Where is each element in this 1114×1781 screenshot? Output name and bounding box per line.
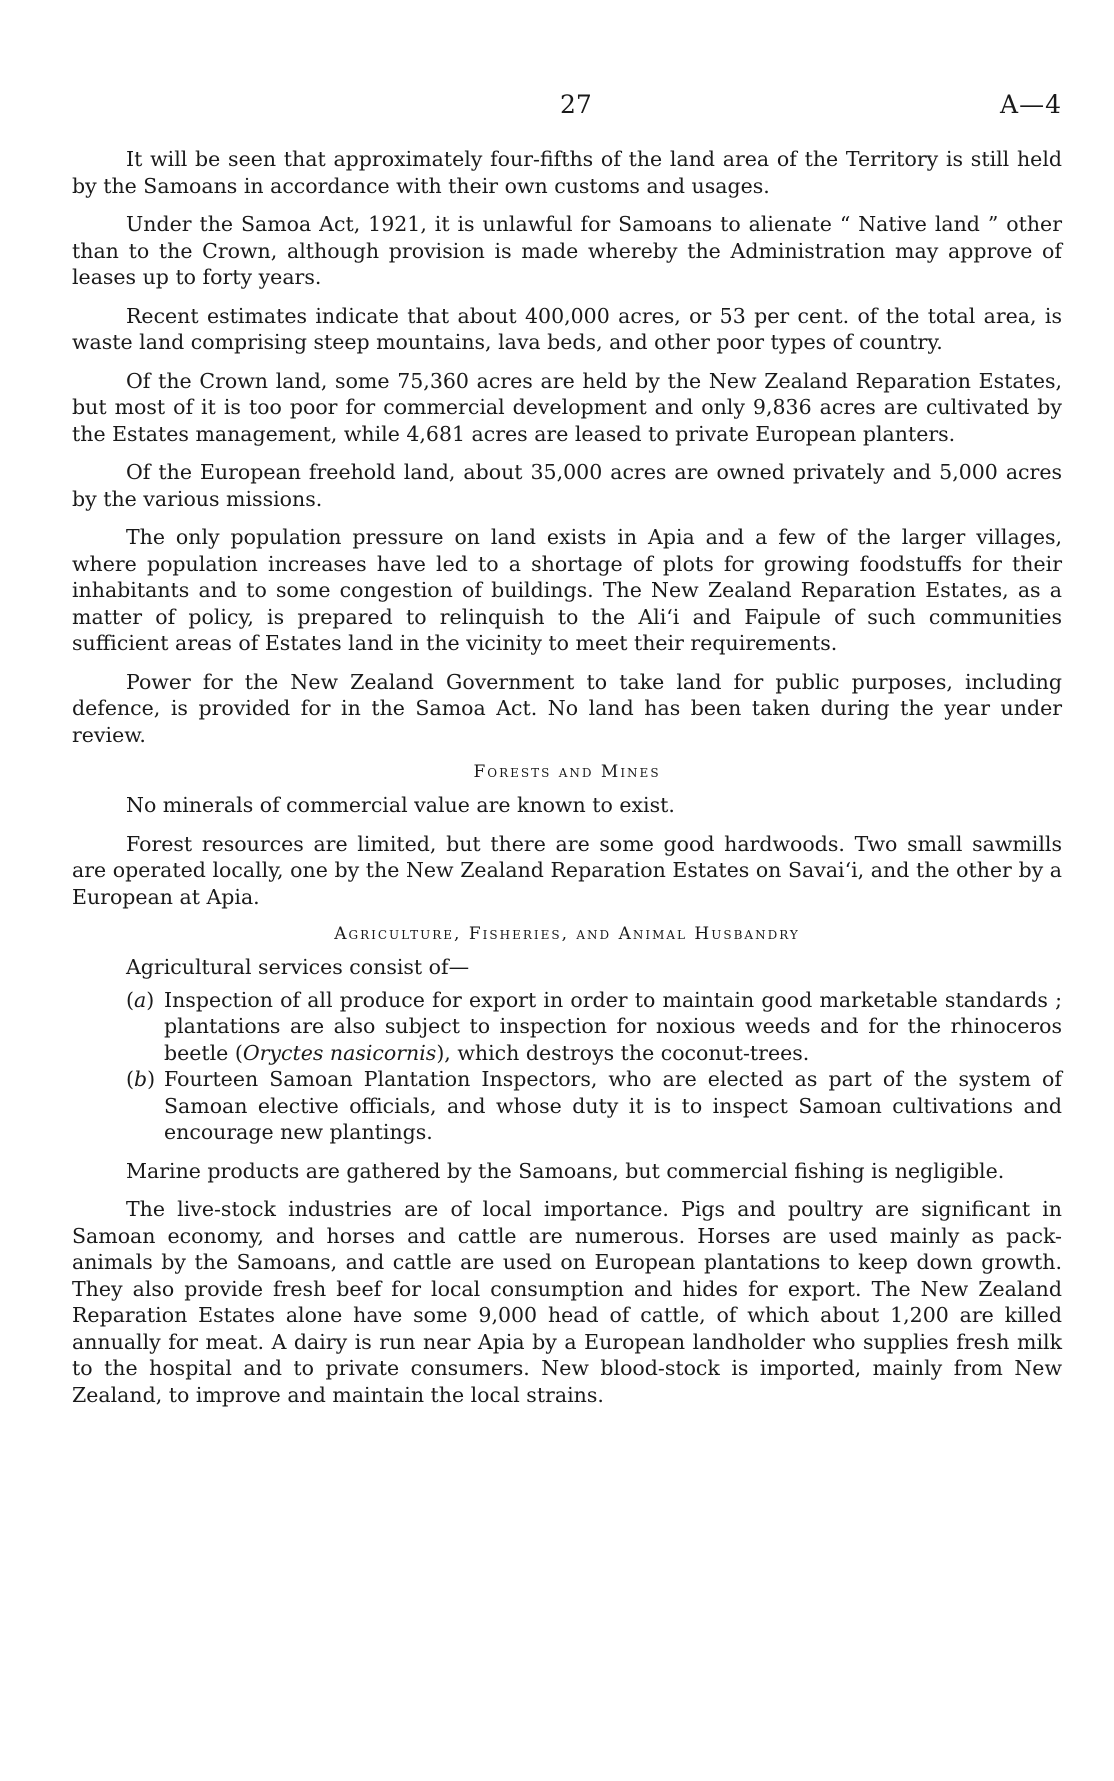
list-marker: (b) bbox=[126, 1067, 156, 1091]
paragraph-crown-land: Of the Crown land, some 75,360 acres are held by the New Zealand Reparation Estates, but most of it is too poor for commercial development and only 9,836 acres are cultivated by the Estates management, while 4,681 acres are leased to private European planters. bbox=[72, 368, 1062, 446]
section-heading-agriculture: Agriculture, Fisheries, and Animal Husbandry bbox=[334, 924, 800, 944]
paragraph-samoa-act: Under the Samoa Act, 1921, it is unlawful for Samoans to alienate “ Native land ” other than to the Crown, although provision is made whereby the Administration may approve of leases up to forty years. bbox=[72, 212, 1062, 289]
paragraph-marine-products: Marine products are gathered by the Samoans, but commercial fishing is negligible. bbox=[126, 1158, 1005, 1183]
list-item-text-end: ), which destroys the coconut-trees. bbox=[436, 1040, 810, 1065]
list-item-text: Inspection of all produce for export in order to maintain good marketable standards ; plantations are also subject to inspection for noxious weeds and for the rhinoceros beetle ( bbox=[164, 987, 1062, 1065]
paragraph-land-tenure: It will be seen that approximately four-fifths of the land area of the Territory is still held by the Samoans in accordance with their own customs and usages. bbox=[72, 147, 1062, 198]
paragraph-live-stock: The live-stock industries are of local importance. Pigs and poultry are significant in Samoan economy, and horses and cattle are numerous. Horses are used mainly as pack-animals by the Samoans, and cattle are used on European plantations to keep down growth. They also provide fresh beef for local consumption and hides for export. The New Zealand Reparation Estates alone have some 9,000 head of cattle, of which about 1,200 are killed annually for meat. A dairy is run near Apia by a European landholder who supplies fresh milk to the hospital and to private consumers. New blood-stock is imported, mainly from New Zealand, to improve and maintain the local strains. bbox=[72, 1197, 1062, 1407]
paragraph-minerals: No minerals of commercial value are known to exist. bbox=[126, 793, 675, 817]
document-page bbox=[72, 90, 1062, 1420]
page-header bbox=[72, 90, 1062, 134]
agricultural-services-list bbox=[72, 987, 1062, 1146]
paragraph-agricultural-services-intro: Agricultural services consist of— bbox=[126, 955, 470, 979]
paragraph-european-freehold: Of the European freehold land, about 35,000 acres are owned privately and 5,000 acres by the various missions. bbox=[72, 460, 1062, 511]
species-name: Oryctes nasicornis bbox=[242, 1040, 437, 1065]
list-marker: (a) bbox=[126, 987, 155, 1012]
list-item bbox=[72, 1066, 1062, 1146]
list-item bbox=[72, 987, 1062, 1067]
paragraph-public-purposes: Power for the New Zealand Government to take land for public purposes, including defence, is provided for in the Samoa Act. No land has been taken during the year under review. bbox=[72, 669, 1062, 747]
document-reference: A—4 bbox=[1000, 90, 1062, 119]
section-heading-forests-mines: Forests and Mines bbox=[473, 762, 661, 782]
paragraph-waste-land: Recent estimates indicate that about 400,000 acres, or 53 per cent. of the total area, is waste land comprising steep mountains, lava beds, and other poor types of country. bbox=[72, 303, 1062, 354]
page-number: 27 bbox=[560, 90, 592, 119]
paragraph-forest-resources: Forest resources are limited, but there are some good hardwoods. Two small sawmills are operated locally, one by the New Zealand Reparation Estates on Savai‘i, and the other by a European at Apia. bbox=[72, 831, 1062, 909]
list-item-text: Fourteen Samoan Plantation Inspectors, who are elected as part of the system of Samoan elective officials, and whose duty it is to inspect Samoan cultivations and encourage new plantings. bbox=[164, 1067, 1062, 1144]
paragraph-population-pressure: The only population pressure on land exists in Apia and a few of the larger villages, where population increases have led to a shortage of plots for growing foodstuffs for their inhabitants and to some congestion of buildings. The New Zealand Reparation Estates, as a matter of policy, is prepared to relinquish to the Ali‘i and Faipule of such communities sufficient areas of Estates land in the vicinity to meet their requirements. bbox=[72, 525, 1062, 655]
